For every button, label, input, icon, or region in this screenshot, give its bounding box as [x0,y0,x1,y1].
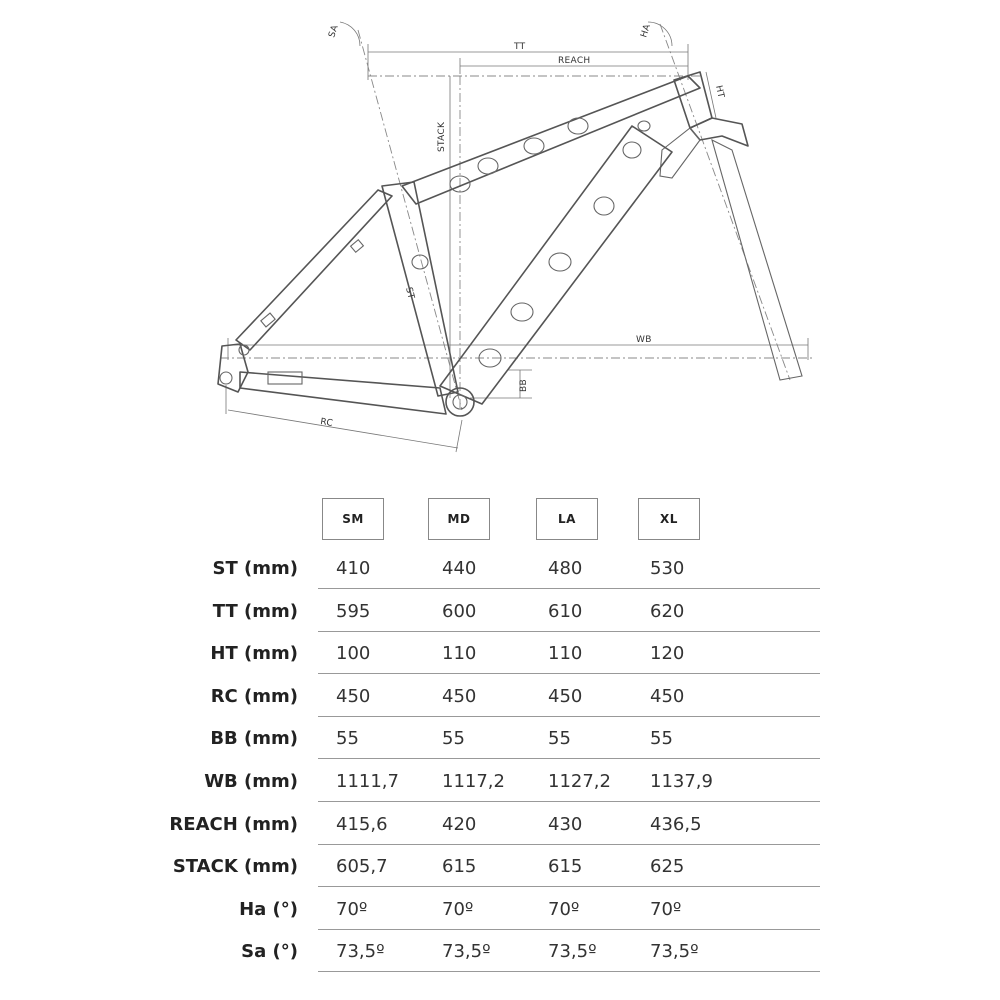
table-row [0,548,1000,590]
value-cell-la: 110 [548,643,583,665]
row-label: HT (mm) [210,643,298,665]
row-divider [318,673,820,674]
value-cell-xl: 620 [650,600,685,622]
label-tt: TT [514,42,526,52]
row-divider [318,801,820,802]
size-tab-xl[interactable]: XL [638,498,700,540]
value-cell-xl: 1137,9 [650,771,713,792]
value-cell-la: 55 [548,728,571,750]
label-sa: SA [327,23,341,39]
value-cell-sm: 415,6 [336,813,388,835]
value-cell-sm: 595 [336,600,371,622]
value-cell-md: 600 [442,600,477,622]
row-divider [318,971,820,972]
label-stack: STACK [437,121,447,152]
value-cell-xl: 73,5º [650,941,699,963]
row-label: BB (mm) [210,728,298,750]
label-ha: HA [639,22,654,39]
value-cell-xl: 120 [650,643,685,665]
value-cell-xl: 530 [650,558,685,579]
row-label: STACK (mm) [172,856,298,878]
value-cell-sm: 605,7 [336,856,388,878]
value-cell-xl: 450 [650,685,685,707]
row-divider [318,844,820,845]
value-cell-sm: 55 [336,728,359,750]
value-cell-la: 450 [548,685,583,707]
value-cell-sm: 73,5º [336,941,385,963]
value-cell-md: 1117,2 [442,771,505,792]
label-reach: REACH [558,56,591,66]
value-cell-md: 450 [442,685,477,707]
value-cell-la: 70º [548,898,580,920]
diagram-labels [320,22,726,428]
row-label: Ha (°) [239,898,298,920]
row-label: ST (mm) [212,558,298,579]
table-row [0,591,1000,633]
row-divider [318,758,820,759]
value-cell-la: 430 [548,813,583,835]
value-cell-md: 420 [442,813,477,835]
row-divider [318,929,820,930]
table-row [0,633,1000,675]
value-cell-sm: 450 [336,685,371,707]
value-cell-md: 440 [442,558,477,579]
value-cell-md: 615 [442,856,477,878]
row-label: TT (mm) [212,600,298,622]
row-divider [318,886,820,887]
row-divider [318,588,820,589]
row-label: RC (mm) [210,685,298,707]
value-cell-md: 70º [442,898,474,920]
table-row [0,761,1000,803]
table-row [0,804,1000,846]
table-row [0,676,1000,718]
label-ht: HT [713,84,726,100]
value-cell-sm: 100 [336,643,371,665]
row-divider [318,716,820,717]
value-cell-la: 1127,2 [548,771,611,792]
value-cell-sm: 1111,7 [336,771,399,792]
value-cell-md: 73,5º [442,941,491,963]
value-cell-sm: 410 [336,558,371,579]
value-cell-md: 110 [442,643,477,665]
label-wb: WB [636,335,652,345]
value-cell-md: 55 [442,728,465,750]
size-tab-sm[interactable]: SM [322,498,384,540]
value-cell-la: 73,5º [548,941,597,963]
table-row [0,718,1000,760]
table-row [0,889,1000,931]
label-bb: BB [519,379,529,392]
label-st: ST [403,286,416,301]
value-cell-xl: 436,5 [650,813,702,835]
row-label: WB (mm) [204,771,298,792]
label-rc: RC [319,417,334,429]
value-cell-la: 615 [548,856,583,878]
value-cell-xl: 55 [650,728,673,750]
row-divider [318,631,820,632]
frame-geometry-diagram [0,0,1000,470]
size-tab-md[interactable]: MD [428,498,490,540]
value-cell-sm: 70º [336,898,368,920]
bike-frame [218,72,802,416]
size-tab-la[interactable]: LA [536,498,598,540]
row-label: REACH (mm) [169,813,298,835]
table-row [0,846,1000,888]
row-label: Sa (°) [241,941,298,963]
value-cell-xl: 625 [650,856,685,878]
value-cell-xl: 70º [650,898,682,920]
value-cell-la: 480 [548,558,583,579]
value-cell-la: 610 [548,600,583,622]
table-row [0,931,1000,973]
